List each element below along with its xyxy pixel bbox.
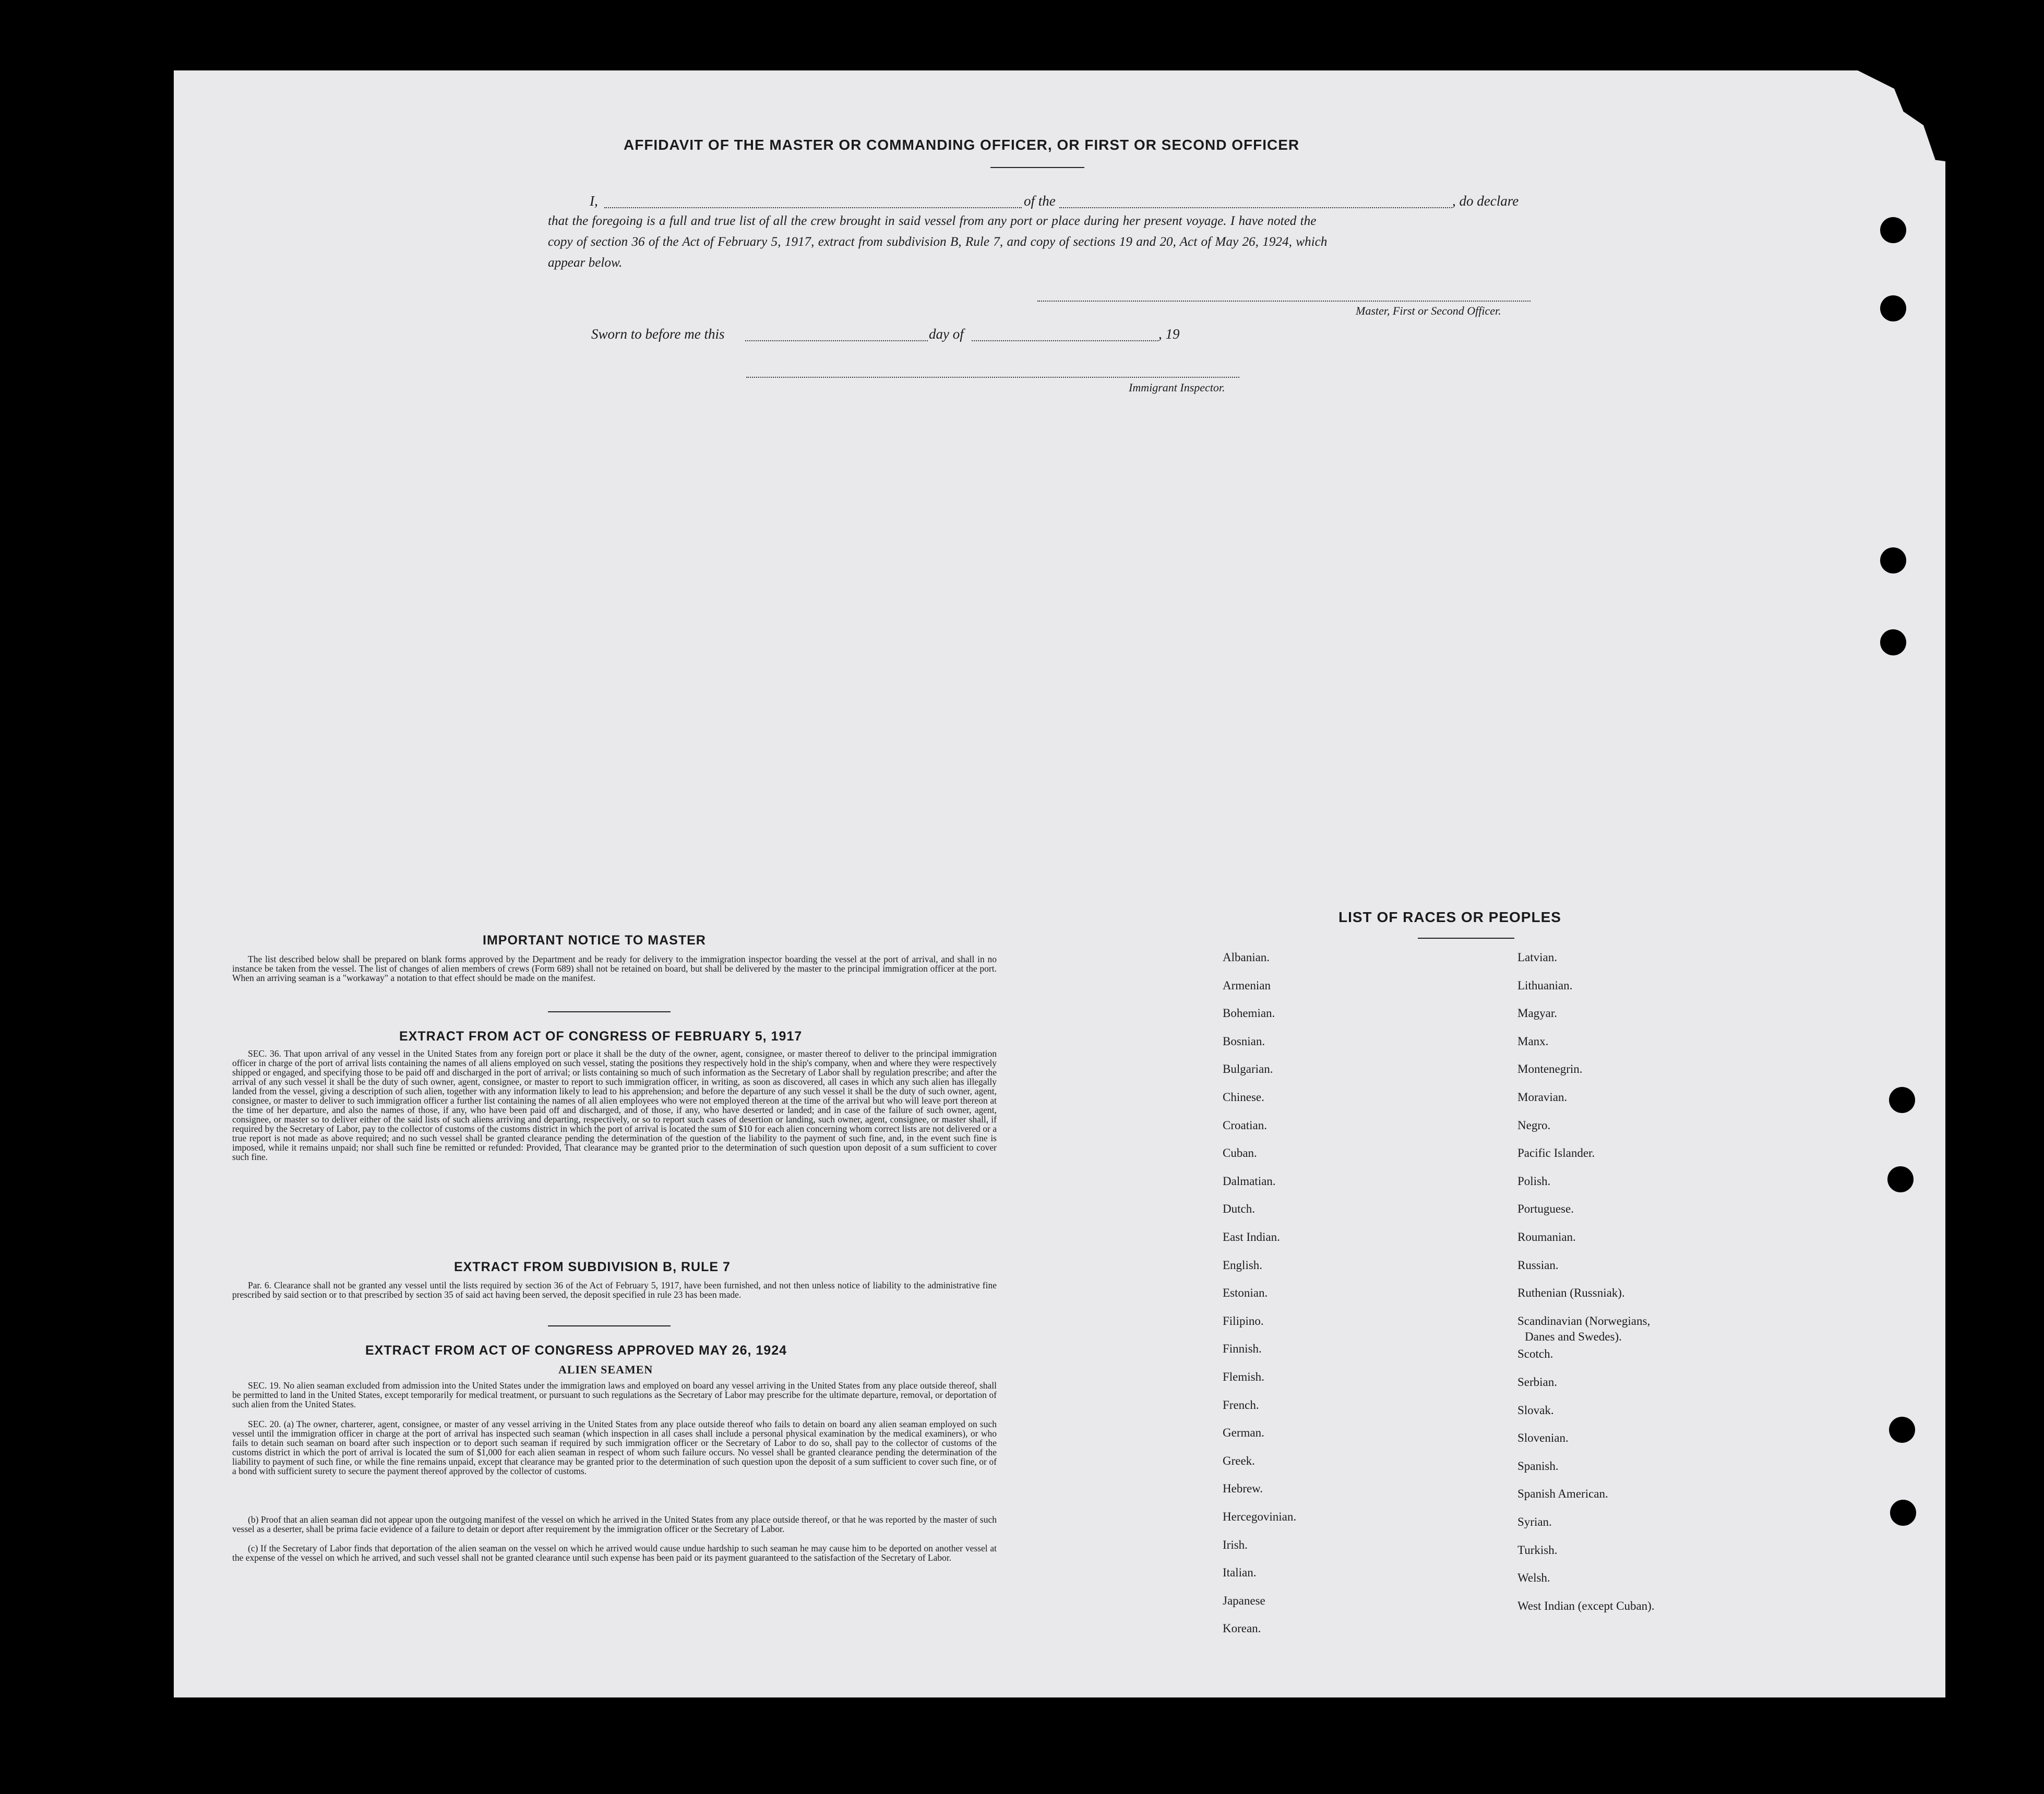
- inspector-signature-label: Immigrant Inspector.: [1129, 381, 1225, 394]
- extract-1924-title: EXTRACT FROM ACT OF CONGRESS APPROVED MAY 26, 1924: [365, 1343, 787, 1358]
- race-scandinavian-cont: Danes and Swedes).: [1525, 1330, 1622, 1343]
- affidavit-of-the: of the: [1024, 193, 1056, 209]
- race-right-item: Serbian.: [1517, 1376, 1558, 1389]
- race-right-item: Welsh.: [1517, 1571, 1550, 1585]
- race-left-item: Hercegovinian.: [1223, 1510, 1297, 1523]
- races-title: LIST OF RACES OR PEOPLES: [1338, 909, 1561, 925]
- sworn-day-field[interactable]: [745, 340, 928, 341]
- race-left-item: East Indian.: [1223, 1230, 1280, 1243]
- sec19-body: SEC. 19. No alien seaman excluded from admission into the United States under the immigration laws and employed on board any vessel arriving in the United States from any place outside thereof, shall be permitted to land in the United States, except temporarily for medical treatment, or pursuant to such regulations as the Secretary of Labor may prescribe for the ultimate departure, removal, or deportation of such alien from the United States.: [232, 1380, 997, 1409]
- sworn-label: Sworn to before me this: [591, 326, 725, 342]
- race-right-item: Polish.: [1517, 1174, 1551, 1188]
- race-left-item: Flemish.: [1223, 1370, 1264, 1383]
- race-left-item: Italian.: [1223, 1566, 1257, 1580]
- binder-hole-2: [1880, 295, 1906, 321]
- extract-1917-title: EXTRACT FROM ACT OF CONGRESS OF FEBRUARY 5, 1917: [399, 1029, 803, 1044]
- race-left-item: Irish.: [1223, 1538, 1248, 1551]
- race-left-item: Croatian.: [1223, 1118, 1267, 1132]
- race-left-item: Chinese.: [1223, 1091, 1264, 1104]
- binder-hole-1: [1880, 217, 1906, 243]
- notice-title: IMPORTANT NOTICE TO MASTER: [483, 933, 706, 948]
- binder-hole-7: [1889, 1417, 1915, 1443]
- race-right-item: Latvian.: [1517, 951, 1557, 964]
- rule7-rule: [548, 1325, 671, 1326]
- race-left-item: Finnish.: [1223, 1342, 1262, 1356]
- inspector-signature-field[interactable]: [746, 377, 1239, 378]
- race-left-item: Estonian.: [1223, 1286, 1268, 1300]
- binder-hole-3: [1880, 547, 1906, 573]
- race-right-item: Slovenian.: [1517, 1431, 1569, 1445]
- affidavit-title-rule: [990, 167, 1084, 168]
- races-title-rule: [1418, 938, 1514, 939]
- race-right-item: Montenegrin.: [1517, 1062, 1583, 1076]
- race-right-item: Manx.: [1517, 1034, 1549, 1048]
- master-signature-field[interactable]: [1037, 301, 1531, 302]
- rule7-title: EXTRACT FROM SUBDIVISION B, RULE 7: [454, 1260, 731, 1274]
- alien-seamen-subtitle: ALIEN SEAMEN: [558, 1363, 653, 1376]
- race-left-item: Hebrew.: [1223, 1482, 1263, 1496]
- race-left-item: Japanese: [1223, 1594, 1265, 1607]
- race-right-item: Syrian.: [1517, 1515, 1552, 1528]
- notice-body: The list described below shall be prepared on blank forms approved by the Department and be ready for delivery to the immigration inspector boarding the vessel at the port of arrival, and shall in no instance be taken from the vessel. The list of changes of alien members of crews (Form 689) shall not be retained on board, but shall be delivered by the master to the principal immigration officer at the port. When an arriving seaman is a "workaway" a notation to that effect should be made on the manifest.: [232, 954, 997, 983]
- race-right-item: Scotch.: [1517, 1347, 1553, 1361]
- race-right-item: West Indian (except Cuban).: [1517, 1599, 1655, 1612]
- sworn-year: , 19: [1158, 326, 1180, 342]
- notice-rule: [548, 1011, 671, 1012]
- extract-1917-body: SEC. 36. That upon arrival of any vessel in the United States from any foreign port or place it shall be the duty of the owner, agent, consignee, or master thereof to deliver to the principal immigration officer in charge of the port of arrival lists containing the names of all aliens employed on such vessel, stating the positions they respectively hold in the ship's company, when and where they were respectively shipped or engaged, and specifying those to be paid off and discharged in the port of arrival; or lists containing so much of such information as the Secretary of Labor shall by regulation prescribe; and after the arrival of any such vessel it shall be the duty of such owner, agent, consignee, or master to report to such immigration officer, in writing, as soon as discovered, all cases in which any such alien has illegally landed from the vessel, giving a description of such alien, together with any information likely to lead to his apprehension; and before the departure of any such vessel it shall be the duty of such owner, agent, consignee, or master to deliver to such immigration officer a further list containing the names of all alien employees who were not employed thereon at the time of the arrival but who will leave port thereon at the time of her departure, and also the names of those, if any, who have been paid off and discharged, and of those, if any, who have deserted or landed; and in case of the failure of such owner, agent, consignee, or master so to deliver either of the said lists of such aliens arriving and departing, respectively, or so to report such cases of desertion or landing, such owner, agent, consignee, or master shall, if required by the Secretary of Labor, pay to the collector of customs of the customs district in which the port of arrival is located the sum of $10 for each alien concerning whom correct lists are not delivered or a true report is not made as above required; and no such vessel shall be granted clearance pending the determination of the question of the liability to the payment of such fine, and, in the event such fine is imposed, while it remains unpaid; nor shall such fine be remitted or refunded: Provided, That clearance may be granted prior to the determination of such question upon deposit of a sum sufficient to cover such fine.: [232, 1048, 997, 1162]
- binder-hole-8: [1890, 1500, 1916, 1526]
- sec20a-body: SEC. 20. (a) The owner, charterer, agent, consignee, or master of any vessel arriving in the United States from any place outside thereof who fails to detain on board any alien seaman employed on such vessel until the immigration officer in charge at the port of arrival has inspected such seaman (which inspection in all cases shall include a personal physical examination by the medical examiners), or who fails to detain such seaman on board after such inspection or to deport such seaman if required by such immigration officer or the Secretary of Labor to do so, shall pay to the collector of customs of the customs district in which the port of arrival is located the sum of $1,000 for each alien seaman in respect of whom such failure occurs. No vessel shall be granted clearance pending the determination of the liability to payment of such fine, or while the fine remains unpaid, except that clearance may be granted prior to the determination of such question upon the deposit of a sum sufficient to cover such fine, or of a bond with sufficient surety to secure the payment thereof approved by the collector of customs.: [232, 1419, 997, 1476]
- race-left-item: French.: [1223, 1398, 1259, 1412]
- race-left-item: German.: [1223, 1426, 1264, 1440]
- race-left-item: Armenian: [1223, 978, 1271, 992]
- master-signature-label: Master, First or Second Officer.: [1356, 304, 1501, 317]
- race-right-item: Portuguese.: [1517, 1202, 1574, 1216]
- affidavit-line-3: copy of section 36 of the Act of February 5, 1917, extract from subdivision B, Rule 7, and copy of sections 19 and 20, Act of May 26, 1924, which: [548, 235, 1328, 249]
- race-right-item: Pacific Islander.: [1517, 1146, 1595, 1160]
- affidavit-declare: , do declare: [1452, 193, 1519, 209]
- race-right-item: Spanish.: [1517, 1459, 1559, 1473]
- race-right-item: Spanish American.: [1517, 1487, 1608, 1501]
- sec20c-body: (c) If the Secretary of Labor finds that deportation of the alien seaman on the vessel on which he arrived would cause undue hardship to such seaman he may cause him to be deported on another vessel at the expense of the vessel on which he arrived, and such vessel shall not be granted clearance until such expense has been paid or its payment guaranteed to the satisfaction of the Secretary of Labor.: [232, 1543, 997, 1563]
- vessel-name-field[interactable]: [1059, 207, 1452, 208]
- binder-hole-5: [1889, 1087, 1915, 1113]
- race-right-item: Roumanian.: [1517, 1230, 1576, 1243]
- race-right-item: Slovak.: [1517, 1403, 1554, 1417]
- sworn-month-field[interactable]: [972, 340, 1158, 341]
- race-right-item: Russian.: [1517, 1258, 1559, 1272]
- race-left-item: Dutch.: [1223, 1202, 1255, 1216]
- race-left-item: Bosnian.: [1223, 1034, 1265, 1048]
- race-left-item: Korean.: [1223, 1622, 1261, 1635]
- race-left-item: Bulgarian.: [1223, 1062, 1273, 1076]
- binder-hole-4: [1880, 629, 1906, 655]
- affidavit-line-4: appear below.: [548, 256, 623, 270]
- affidavit-line-2: that the foregoing is a full and true list of all the crew brought in said vessel from any port or place during her present voyage. I have noted the: [548, 214, 1317, 228]
- race-right-item: Moravian.: [1517, 1091, 1568, 1104]
- master-name-field[interactable]: [604, 207, 1022, 208]
- race-left-item: Dalmatian.: [1223, 1174, 1276, 1188]
- race-right-item: Scandinavian (Norwegians,: [1517, 1314, 1651, 1327]
- rule7-body: Par. 6. Clearance shall not be granted any vessel until the lists required by section 36 of the Act of February 5, 1917, have been furnished, and not then unless notice of liability to the administrative fine prescribed by said section or to that prescribed by section 35 of said act having been served, the deposit specified in rule 23 has been made.: [232, 1280, 997, 1300]
- race-right-item: Negro.: [1517, 1118, 1551, 1132]
- affidavit-i: I,: [590, 193, 598, 209]
- affidavit-title: AFFIDAVIT OF THE MASTER OR COMMANDING OFFICER, OR FIRST OR SECOND OFFICER: [624, 137, 1300, 153]
- race-right-item: Turkish.: [1517, 1543, 1558, 1557]
- race-left-item: Cuban.: [1223, 1146, 1257, 1160]
- race-left-item: Greek.: [1223, 1454, 1255, 1467]
- race-right-item: Ruthenian (Russniak).: [1517, 1286, 1625, 1300]
- race-left-item: Filipino.: [1223, 1314, 1264, 1327]
- sworn-day-of: day of: [929, 326, 964, 342]
- race-right-item: Lithuanian.: [1517, 978, 1573, 992]
- sec20b-body: (b) Proof that an alien seaman did not appear upon the outgoing manifest of the vessel on which he arrived in the United States from any place outside thereof, or that he was reported by the master of such vessel as a deserter, shall be prima facie evidence of a failure to detain or deport after requirement by the immigration officer or the Secretary of Labor.: [232, 1514, 997, 1534]
- race-left-item: English.: [1223, 1258, 1263, 1272]
- race-left-item: Albanian.: [1223, 951, 1270, 964]
- race-right-item: Magyar.: [1517, 1007, 1558, 1020]
- race-left-item: Bohemian.: [1223, 1007, 1275, 1020]
- binder-hole-6: [1887, 1166, 1914, 1192]
